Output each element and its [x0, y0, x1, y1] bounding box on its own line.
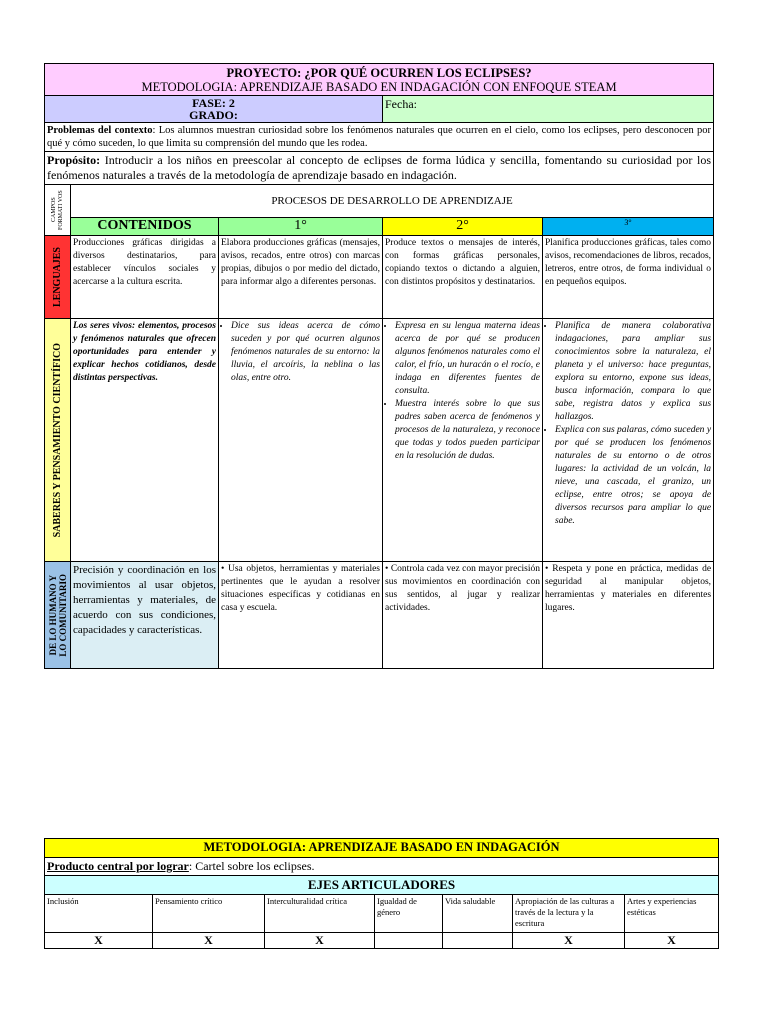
proposito-label: Propósito:: [47, 153, 101, 167]
lenguajes-grade1: Elabora producciones gráficas (mensajes, avisos, recados, entre otros) con marcas propias, dibujos o por medio del dictado, para informar algo a diferentes personas.: [219, 236, 383, 319]
eje-mark: [375, 933, 443, 949]
eje-label: Igualdad de género: [375, 895, 443, 933]
lenguajes-grade3: Planifica producciones gráficas, tales como avisos, recomendaciones de libros, recados, letreros, entre otros, de forma individual o en pequeños equipos.: [543, 236, 714, 319]
eje-label: Artes y experiencias estéticas: [625, 895, 719, 933]
eje-mark: X: [265, 933, 375, 949]
eje-label: Interculturalidad crítica: [265, 895, 375, 933]
humano-grade1: • Usa objetos, herramientas y materiales pertinentes que le ayudan a resolver situaciones específicas y cotidianas en casa y escuela.: [219, 562, 383, 669]
methodology-subtitle: METODOLOGIA: APRENDIZAJE BASADO EN INDAGACIÓN CON ENFOQUE STEAM: [141, 80, 617, 94]
lenguajes-label-cell: [45, 236, 71, 319]
saberes-label: SABERES Y PENSAMIENTO CIENTÍFICO: [52, 342, 63, 538]
lenguajes-grade2: Produce textos o mensajes de interés, con formas gráficas personales, copiando textos o dictando a alguien, con distintos propósitos y destinatarios.: [383, 236, 543, 319]
lenguajes-label: LENGUAJES: [52, 246, 63, 307]
lenguajes-contenido: Producciones gráficas dirigidas a diversos destinatarios, para establecer vínculos sociales y acercarse a la cultura escrita.: [71, 236, 219, 319]
eje-mark: X: [625, 933, 719, 949]
saberes-grade3-item: • Explica con sus palaras, cómo suceden y por qué se producen los fenómenos naturales de su entorno o de otros lugares: la actividad de un volcán, la nieve, una cascada, el granizo, un eclipse, entre otros; se apoya de diversos recursos para ampliar lo que sabe.: [555, 424, 711, 528]
eje-mark: X: [45, 933, 153, 949]
producto-label: Producto central por lograr: [47, 859, 189, 873]
humano-label-cell: [45, 562, 71, 669]
producto-text: : Cartel sobre los eclipses.: [188, 859, 315, 873]
eje-label: Vida saludable: [443, 895, 513, 933]
humano-label-line1: DE LO HUMANO Y: [47, 574, 58, 656]
saberes-contenido: Los seres vivos: elementos, procesos y fenómenos naturales que ofrecen oportunidades para entender y explicar hechos cotidianos, desde distintas perspectivas.: [71, 319, 219, 562]
saberes-grade3: [543, 319, 714, 562]
saberes-grade2: [383, 319, 543, 562]
grado-label: GRADO:: [189, 108, 238, 122]
fecha-cell: [383, 96, 714, 123]
fase-grado-cell: [45, 96, 383, 123]
project-title: PROYECTO: ¿POR QUÉ OCURREN LOS ECLIPSES?: [226, 66, 532, 80]
problemas-text: : Los alumnos muestran curiosidad sobre los fenómenos naturales que ocurren en el cielo, como los eclipses, pero desconocen por qué y cómo suceden, lo que limita su comprensión del mundo que les rodea.: [47, 125, 712, 149]
eje-label: Inclusión: [45, 895, 153, 933]
saberes-label-cell: [45, 319, 71, 562]
humano-contenido: Precisión y coordinación en los movimientos al usar objetos, herramientas y materiales, de acuerdo con sus condiciones, capacidades y características.: [71, 562, 219, 669]
ejes-table: [44, 838, 719, 949]
eje-mark: X: [513, 933, 625, 949]
humano-label-line2: LO COMUNITARIO: [57, 573, 68, 657]
metodologia-title: METODOLOGIA: APRENDIZAJE BASADO EN INDAGACIÓN: [45, 839, 719, 858]
humano-grade1-text: Usa objetos, herramientas y materiales pertinentes que le ayudan a resolver situaciones específicas y cotidianas en casa y escuela.: [221, 564, 381, 613]
contenidos-header: CONTENIDOS: [71, 217, 219, 235]
humano-grade2-text: Controla cada vez con mayor precisión sus movimientos en coordinación con sus sentidos, al jugar y realizar actividades.: [385, 564, 541, 613]
grade2-header: 2°: [383, 217, 543, 235]
producto-cell: [45, 858, 719, 876]
proposito-text: Introducir a los niños en preescolar al concepto de eclipses de forma lúdica y sencilla, fomentando su curiosidad por los fenómenos naturales a través de la metodología de aprendizaje basado en indagación.: [47, 153, 712, 182]
eje-label: Pensamiento crítico: [153, 895, 265, 933]
project-header: [45, 64, 714, 96]
problemas-cell: [45, 123, 714, 152]
ejes-title: EJES ARTICULADORES: [45, 876, 719, 895]
problemas-label: Problemas del contexto: [47, 125, 153, 136]
saberes-grade2-item: • Muestra interés sobre lo que sus padres saben acerca de fenómenos y procesos de la naturaleza, y reconoce que todas y todos pueden participar en la resolución de dudas.: [395, 398, 540, 463]
campos-formativos-label: CAMPOS FORMATI VOS: [50, 190, 64, 230]
saberes-grade3-item: • Planifica de manera colaborativa indagaciones, para ampliar sus conocimientos sobre la naturaleza, el planeta y el universo: hace preguntas, explora su entorno, expone sus ideas, busca información, compara lo que sabe, registra datos y explica sus hallazgos.: [555, 320, 711, 424]
fecha-label: Fecha:: [385, 97, 417, 111]
fase-label: FASE: 2: [192, 96, 235, 110]
grade3-header: 3°: [543, 217, 714, 235]
campos-formativos-cell: [45, 185, 71, 236]
saberes-grade1-item: • Dice sus ideas acerca de cómo suceden y por qué ocurren algunos fenómenos naturales de su entorno: la lluvia, el arcoíris, la neblina o las olas, entre otro.: [231, 320, 380, 385]
humano-grade2: • Controla cada vez con mayor precisión sus movimientos en coordinación con sus sentidos, al jugar y realizar actividades.: [383, 562, 543, 669]
eje-mark: [443, 933, 513, 949]
eje-mark: X: [153, 933, 265, 949]
eje-label: Apropiación de las culturas a través de la lectura y la escritura: [513, 895, 625, 933]
procesos-header: PROCESOS DE DESARROLLO DE APRENDIZAJE: [71, 185, 714, 218]
proposito-cell: [45, 152, 714, 185]
planning-table: [44, 63, 714, 669]
humano-grade3: • Respeta y pone en práctica, medidas de seguridad al manipular objetos, herramientas y materiales en diferentes lugares.: [543, 562, 714, 669]
grade1-header: 1°: [219, 217, 383, 235]
saberes-grade2-item: • Expresa en su lengua materna ideas acerca de por qué se producen algunos fenómenos naturales como el calor, el frío, un huracán o el rocío, e indaga en diferentes fuentes de consulta.: [395, 320, 540, 398]
humano-grade3-text: Respeta y pone en práctica, medidas de seguridad al manipular objetos, herramientas y materiales en diferentes lugares.: [545, 564, 712, 613]
saberes-grade1: [219, 319, 383, 562]
